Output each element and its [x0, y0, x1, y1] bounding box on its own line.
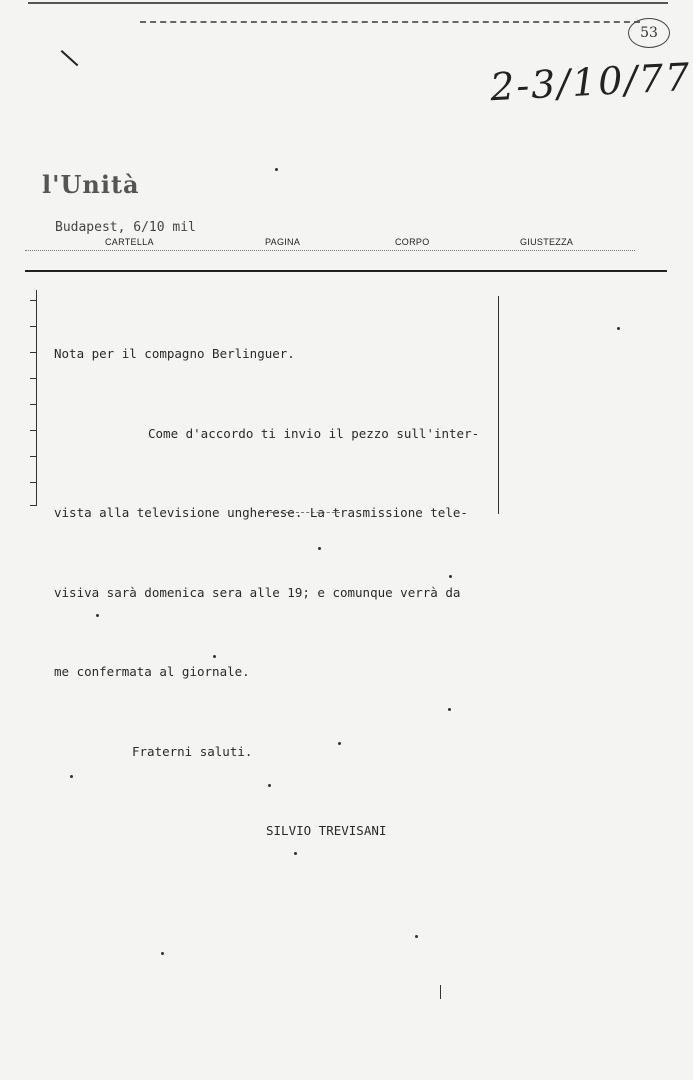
margin-tick: [30, 456, 37, 457]
margin-tick: [30, 482, 37, 483]
paper-speck: [70, 775, 73, 778]
archive-stamp: [628, 18, 670, 48]
margin-tick: [30, 300, 37, 301]
paper-speck: [617, 327, 620, 330]
letter-line: vista alla televisione ungherese. La trasmissione tele-: [54, 505, 468, 520]
paper-speck: [449, 575, 452, 578]
paper-speck: [275, 168, 278, 171]
letter-closing: Fraterni saluti.: [132, 743, 253, 759]
pen-mark: [61, 50, 79, 66]
horizontal-rule: [25, 270, 667, 272]
margin-tick: [30, 505, 37, 506]
form-fields-row: [25, 236, 635, 251]
form-field-corpo: CORPO: [395, 237, 430, 247]
letter-salutation: Nota per il compagno Berlinguer.: [54, 346, 295, 361]
newspaper-masthead: l'Unità: [42, 170, 140, 199]
paper-speck: [213, 655, 216, 658]
paper-speck: [294, 852, 297, 855]
left-margin-line: [36, 290, 37, 506]
letter-signature: SILVIO TREVISANI: [266, 823, 387, 838]
paper-speck: [338, 742, 341, 745]
pen-mark: [440, 985, 441, 999]
letter-line: Come d'accordo ti invio il pezzo sull'inter-: [148, 425, 480, 441]
form-field-giustezza: GIUSTEZZA: [520, 237, 574, 247]
paper-speck: [161, 952, 164, 955]
form-field-cartella: CARTELLA: [105, 237, 154, 247]
letter-line: visiva sarà domenica sera alle 19; e comunque verrà da: [54, 584, 461, 600]
dashed-header-line: [140, 21, 640, 23]
form-field-pagina: PAGINA: [265, 237, 301, 247]
paper-speck: [448, 708, 451, 711]
paper-speck: [318, 547, 321, 550]
letter-body: [54, 288, 506, 898]
margin-tick: [30, 378, 37, 379]
dateline: Budapest, 6/10 mil: [55, 220, 196, 235]
paper-speck: [415, 935, 418, 938]
margin-tick: [30, 404, 37, 405]
paper-speck: [268, 784, 271, 787]
letter-line: me confermata al giornale.: [54, 664, 250, 679]
paper-speck: [96, 614, 99, 617]
archive-stamp-number: 53: [640, 25, 658, 41]
margin-tick: [30, 352, 37, 353]
margin-tick: [30, 430, 37, 431]
top-border-line: [28, 2, 668, 4]
margin-tick: [30, 326, 37, 327]
handwritten-date: 2-3/10/77: [488, 54, 693, 110]
